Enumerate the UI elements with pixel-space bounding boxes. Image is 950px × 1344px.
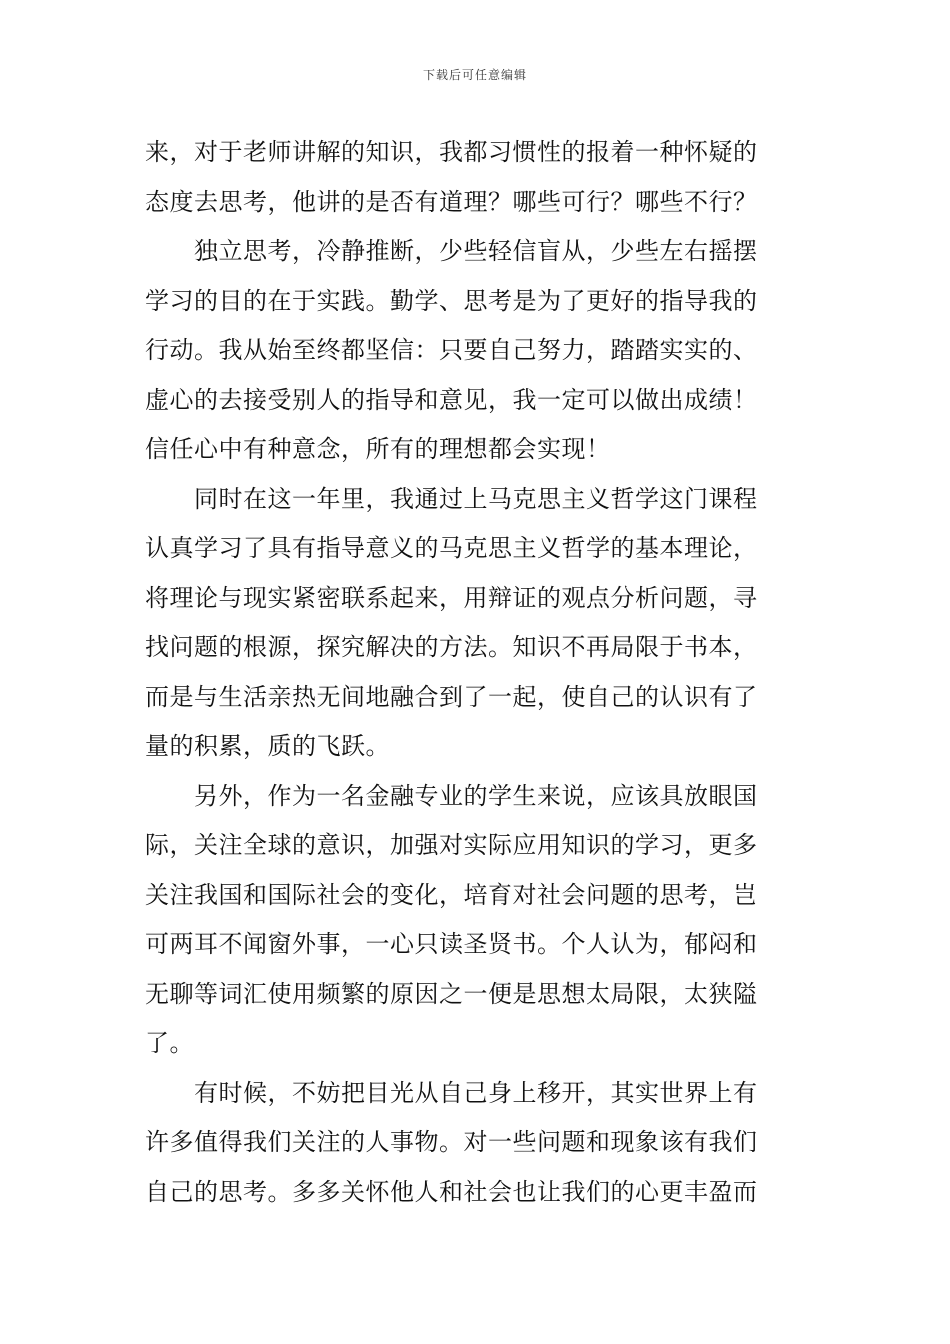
- text-line: 而是与生活亲热无间地融合到了一起，使自己的认识有了: [145, 682, 758, 711]
- header-note: 下载后可任意编辑: [422, 68, 527, 82]
- text-line: 独立思考，冷静推断，少些轻信盲从，少些左右摇摆: [145, 237, 758, 265]
- text-line: 自己的思考。多多关怀他人和社会也让我们的心更丰盈而: [145, 1177, 758, 1206]
- document-body: [145, 128, 807, 1217]
- text-line: 信任心中有种意念，所有的理想都会实现！: [145, 435, 611, 463]
- text-line: 另外，作为一名金融专业的学生来说，应该具放眼国: [145, 781, 758, 810]
- text-line: 行动。我从始至终都坚信：只要自己努力，踏踏实实的、: [145, 336, 758, 364]
- text-line: 认真学习了具有指导意义的马克思主义哲学的基本理论，: [145, 534, 758, 562]
- text-line: 际，关注全球的意识，加强对实际应用知识的学习，更多: [145, 831, 758, 859]
- text-line: 了。: [145, 1029, 194, 1057]
- text-line: 虚心的去接受别人的指导和意见，我一定可以做出成绩！: [145, 385, 758, 414]
- text-line: 来，对于老师讲解的知识，我都习惯性的报着一种怀疑的: [145, 138, 758, 166]
- text-line: 关注我国和国际社会的变化，培育对社会问题的思考，岂: [145, 880, 758, 909]
- text-line: 同时在这一年里，我通过上马克思主义哲学这门课程: [145, 484, 758, 513]
- text-line: 学习的目的在于实践。勤学、思考是为了更好的指导我的: [145, 286, 758, 315]
- text-line: 量的积累，质的飞跃。: [145, 732, 390, 760]
- text-line: 许多值得我们关注的人事物。对一些问题和现象该有我们: [145, 1128, 758, 1156]
- text-line: 将理论与现实紧密联系起来，用辩证的观点分析问题，寻: [145, 583, 758, 612]
- text-line: 态度去思考，他讲的是否有道理？哪些可行？哪些不行？: [145, 187, 758, 216]
- text-line: 有时候，不妨把目光从自己身上移开，其实世界上有: [145, 1078, 758, 1107]
- text-line: 找问题的根源，探究解决的方法。知识不再局限于书本，: [145, 633, 758, 661]
- text-line: 可两耳不闻窗外事，一心只读圣贤书。个人认为，郁闷和: [145, 930, 758, 958]
- text-line: 无聊等词汇使用频繁的原因之一便是思想太局限，太狭隘: [145, 979, 758, 1008]
